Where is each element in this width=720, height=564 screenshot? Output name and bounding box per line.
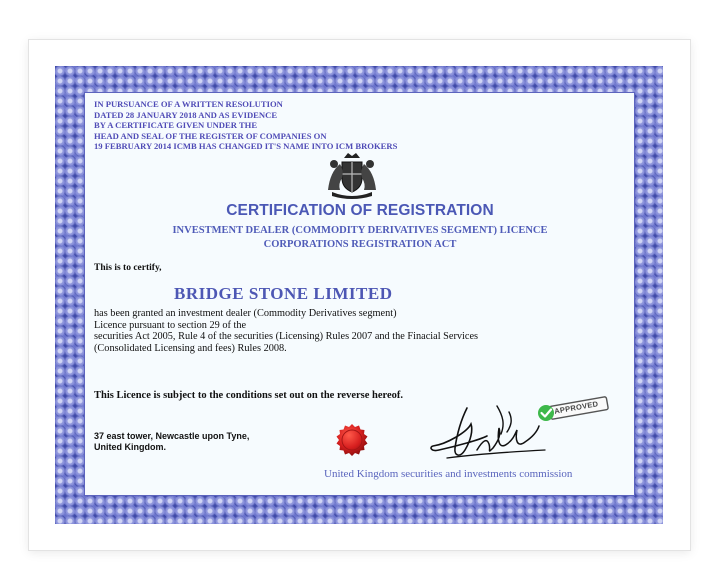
certificate-title: CERTIFICATION OF REGISTRATION bbox=[226, 202, 494, 219]
licence-conditions: This Licence is subject to the conditions set out on the reverse hereof. bbox=[94, 390, 404, 401]
body-line: (Consolidated Licensing and fees) Rules 2008. bbox=[94, 342, 287, 354]
preamble-text bbox=[94, 99, 474, 152]
royal-coat-of-arms-icon bbox=[322, 150, 382, 200]
red-wax-seal-icon bbox=[335, 423, 369, 457]
green-check-badge-icon bbox=[538, 405, 554, 421]
company-name: BRIDGE STONE LIMITED bbox=[174, 284, 393, 303]
address-block bbox=[94, 431, 249, 453]
certificate-act: CORPORATIONS REGISTRATION ACT bbox=[263, 239, 457, 250]
body-line: securities Act 2005, Rule 4 of the securities (Licensing) Rules 2007 and the Finacial Services bbox=[94, 331, 479, 342]
address-line: 37 east tower, Newcastle upon Tyne, bbox=[94, 431, 250, 441]
certify-intro: This is to certify, bbox=[94, 263, 162, 273]
issuing-commission: United Kingdom securities and investments commission bbox=[324, 468, 573, 480]
certificate-subtitle: INVESTMENT DEALER (COMMODITY DERIVATIVES SEGMENT) LICENCE bbox=[172, 225, 548, 236]
body-line: has been granted an investment dealer (Commodity Derivatives segment) bbox=[94, 308, 397, 319]
body-line: Licence pursuant to section 29 of the bbox=[94, 319, 247, 331]
preamble-line: HEAD AND SEAL OF THE REGISTER OF COMPANIES ON bbox=[94, 130, 327, 141]
approved-stamp-label: APPROVED bbox=[553, 399, 599, 416]
address-line: United Kingdom. bbox=[94, 442, 166, 452]
certificate-body bbox=[94, 308, 614, 354]
preamble-line: BY A CERTIFICATE GIVEN UNDER THE bbox=[94, 120, 258, 130]
preamble-line: DATED 28 JANUARY 2018 AND AS EVIDENCE bbox=[94, 109, 278, 120]
preamble-line: 19 FEBRUARY 2014 ICMB HAS CHANGED IT'S NAME INTO ICM BROKERS bbox=[94, 141, 398, 151]
preamble-line: IN PURSUANCE OF A WRITTEN RESOLUTION bbox=[94, 99, 283, 109]
